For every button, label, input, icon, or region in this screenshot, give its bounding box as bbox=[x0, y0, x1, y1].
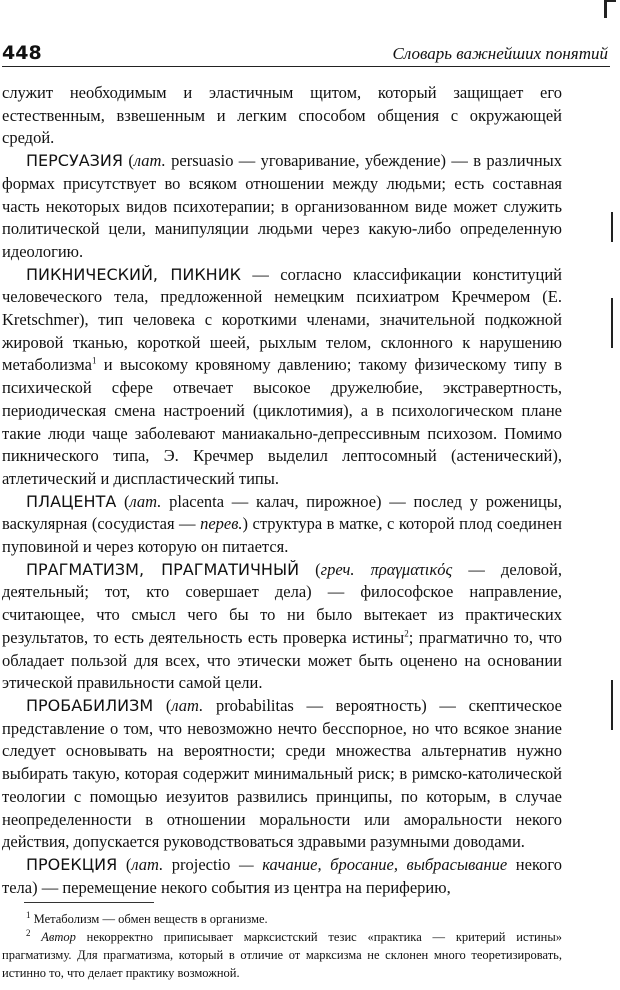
entry-term: ПРОБАБИЛИЗМ bbox=[26, 695, 154, 715]
footnotes bbox=[2, 910, 562, 982]
entry-definition: — деловой, деятельный; тот, кто совершает дела) — философское направление, считающее, что смысл чего бы то ни было вытекает из практических результатов, то есть деятельность есть проверка истины bbox=[2, 559, 563, 647]
dictionary-body bbox=[2, 82, 562, 899]
footnote-ref[interactable]: 1 bbox=[91, 355, 97, 366]
entry-definition: ) — послед у роженицы, васкулярная (сосудистая — bbox=[2, 491, 562, 534]
entry-term: ПЕРСУАЗИЯ bbox=[26, 151, 123, 171]
entry-projection: ПРОЕКЦИЯ (лат. projectio — качание, бросание, выбрасывание некого тела) — перемещение некого события из центра на периферию, bbox=[2, 854, 562, 897]
entry-pragmatism: ПРАГМАТИЗМ, ПРАГМАТИЧНЫЙ (греч. πραγματικός — деловой, деятельный; тот, кто совершает дела) — философское направление, считающее, что смысл чего бы то ни было вытекает из практических результатов, то есть деятельность есть проверка истины$^2$; прагматично то, что обладает пользой для всех, что этически может быть оценено на основании этической правильности самой цели. bbox=[2, 559, 563, 693]
footnote-mark: 1 bbox=[26, 909, 31, 920]
entry-term: ПЛАЦЕНТА bbox=[26, 491, 117, 511]
crop-mark bbox=[604, 0, 607, 18]
language-abbr: греч. bbox=[320, 559, 355, 579]
paragraph-continuation: служит необходимым и эластичным щитом, который защищает его естественным, взвешенным и легким способом общения с окружающей средой. bbox=[2, 83, 562, 148]
entry-definition: ) — в различных формах присутствует во всяком отношении между людьми; есть составная часть некоторых видов психотерапии; в организованном виде может служить политической цели, манипуляции людьми через какую-либо определенную идеологию. bbox=[2, 151, 563, 261]
footnote-separator bbox=[24, 902, 154, 903]
entry-probabilism: ПРОБАБИЛИЗМ (лат. probabilitas — вероятность) — скептическое представление о том, что невозможно нечто бесспорное, но что всякое знание следует основывать на вероятности; среди множества альтернатив нужно выбирать такую, которая содержит минимальный риск; в римско-католической теологии с помощью иезуитов развились принципы, по которым, в случае неопределенности в отношении моральности или аморальности некого действия, допускается руководствоваться здравыми разумными доводами. bbox=[2, 695, 563, 852]
language-abbr: лат. bbox=[171, 695, 204, 715]
language-abbr: лат. bbox=[129, 491, 162, 511]
entry-definition: некого тела) — перемещение некого события из центра на периферию, bbox=[2, 854, 562, 897]
footnote-author: Автор bbox=[41, 930, 76, 944]
entry-term: ПРАГМАТИЗМ, ПРАГМАТИЧНЫЙ bbox=[26, 559, 300, 579]
running-title: Словарь важнейших понятий bbox=[392, 44, 608, 63]
entry-definition: ) — скептическое представление о том, что невозможно нечто бесспорное, но что всякое знание следует основывать на вероятности; среди множества альтернатив нужно выбирать такую, которая содержит минимальный риск; в римско-католической теологии с помощью иезуитов развились принципы, по которым, в случае неопределенности в отношении моральности или аморальности некого действия, допускается руководствоваться здравыми разумными доводами. bbox=[2, 695, 563, 852]
footnote-2: $^2$ Автор некорректно приписывает марксистский тезис «практика — критерий истины» прагматизму. Для прагматизма, который в отличие от марксизма не склонен много теоретизировать, истинно то, что делает практику возможной. bbox=[2, 927, 562, 980]
translator-abbr: перев. bbox=[200, 514, 243, 534]
footnote-ref[interactable]: 2 bbox=[404, 628, 409, 639]
entry-definition-cont: ) структура в матке, с которой плод соединен пуповиной и через которую он питается. bbox=[2, 514, 562, 557]
margin-bar bbox=[611, 298, 613, 348]
page-number: 448 bbox=[2, 42, 42, 64]
greek-word: πραγματικός bbox=[370, 559, 453, 579]
entry-pyknic bbox=[2, 264, 562, 491]
page-header bbox=[2, 40, 610, 67]
entry-definition-cont: и высокому кровяному давлению; такому физическому типу в психической сфере отвечает высокое дружелюбие, экстравертность, периодическая смена настроений (циклотимия), а в психологическом плане такие люди чаще заболевают маниакально-депрессивным психозом. Помимо пикнического типа, Э. Кречмер выделил лептосомный (астенический), атлетический и диспластический типы. bbox=[2, 355, 562, 488]
margin-bar bbox=[611, 680, 613, 730]
entry-placenta: ПЛАЦЕНТА (лат. placenta — калач, пирожное) — послед у роженицы, васкулярная (сосудистая — перев.) структура в матке, с которой плод соединен пуповиной и через которую он питается. bbox=[2, 491, 562, 557]
entry-term: ПРОЕКЦИЯ bbox=[26, 854, 118, 874]
footnote-1: $^1$ Метаболизм — обмен веществ в организме. bbox=[26, 909, 268, 926]
entry-persuasion: ПЕРСУАЗИЯ (лат. persuasio — уговаривание, убеждение) — в различных формах присутствует во всяком отношении между людьми; есть составная часть некоторых видов психотерапии; в организованном виде может служить политической цели, манипуляции людьми через какую-либо определенную идеологию. bbox=[2, 151, 563, 261]
entry-term: ПИКНИЧЕСКИЙ, ПИКНИК bbox=[26, 264, 242, 284]
margin-bar bbox=[611, 212, 613, 242]
entry-definition-cont: ; прагматично то, что обладает пользой для всех, что этически может быть оценено на основании этической правильности самой цели. bbox=[2, 627, 562, 693]
etymology: persuasio — уговаривание, убеждение bbox=[171, 151, 441, 171]
etymology: placenta — калач, пирожное bbox=[169, 491, 377, 511]
etymology-gloss: — качание, бросание, выбрасывание bbox=[230, 854, 508, 874]
language-abbr: лат. bbox=[131, 854, 164, 874]
entry-definition: — согласно классификации конституций человеческого тела, предложенной немецким психиатром Кречмером (E. Kretschmer), тип человека с короткими членами, значительной подкожной жировой тканью, короткой шеей, рыхлым телом, склонного к нарушению метаболизма bbox=[2, 264, 562, 375]
etymology: probabilitas — вероятность bbox=[215, 695, 422, 715]
language-abbr: лат. bbox=[133, 151, 166, 171]
etymology: projectio bbox=[171, 854, 231, 874]
footnote-mark: 2 bbox=[26, 927, 31, 938]
